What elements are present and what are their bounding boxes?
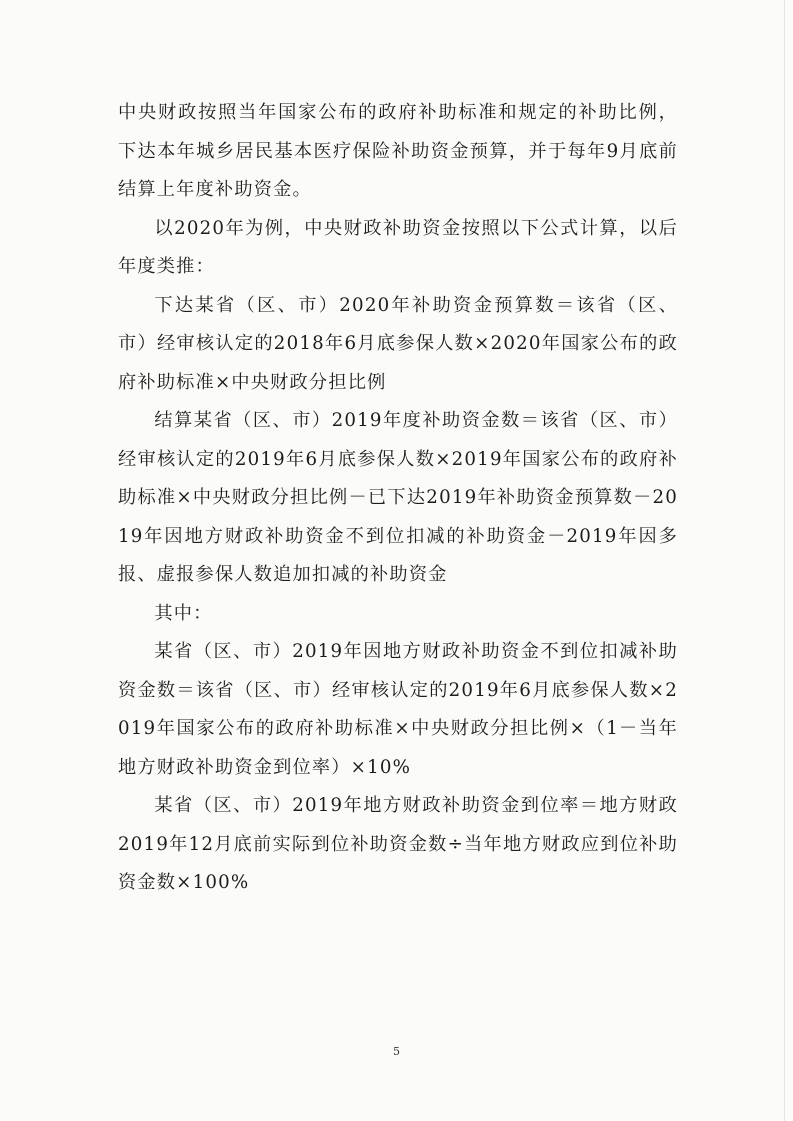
paragraph-settlement-formula: 结算某省（区、市）2019年度补助资金数＝该省（区、市）经审核认定的2019年6月底参保人数×2019年国家公布的政府补助标准×中央财政分担比例－已下达2019年补助资金预算数－2019年因地方财政补助资金不到位扣减的补助资金－2019年因多报、虚报参保人数追加扣减的补助资金 (118, 410, 678, 585)
paragraph-deduction-formula: 某省（区、市）2019年因地方财政补助资金不到位扣减补助资金数＝该省（区、市）经审核认定的2019年6月底参保人数×2019年国家公布的政府补助标准×中央财政分担比例×（1－当年地方财政补助资金到位率）×10% (118, 641, 678, 778)
scan-edge-line (784, 0, 785, 1121)
paragraph-budget-formula: 下达某省（区、市）2020年补助资金预算数＝该省（区、市）经审核认定的2018年6月底参保人数×2020年国家公布的政府补助标准×中央财政分担比例 (118, 294, 678, 393)
paragraph-among-which: 其中： (154, 602, 213, 624)
paragraph-formula-intro: 以2020年为例，中央财政补助资金按照以下公式计算，以后年度类推： (118, 217, 678, 277)
page-number: 5 (393, 1045, 400, 1058)
document-body (118, 94, 678, 903)
paragraph-arrival-rate-formula: 某省（区、市）2019年地方财政补助资金到位率＝地方财政2019年12月底前实际到位补助资金数÷当年地方财政应到位补助资金数×100% (118, 795, 678, 893)
paragraph-funding-rule: 中央财政按照当年国家公布的政府补助标准和规定的补助比例，下达本年城乡居民基本医疗保险补助资金预算，并于每年9月底前结算上年度补助资金。 (118, 102, 678, 200)
